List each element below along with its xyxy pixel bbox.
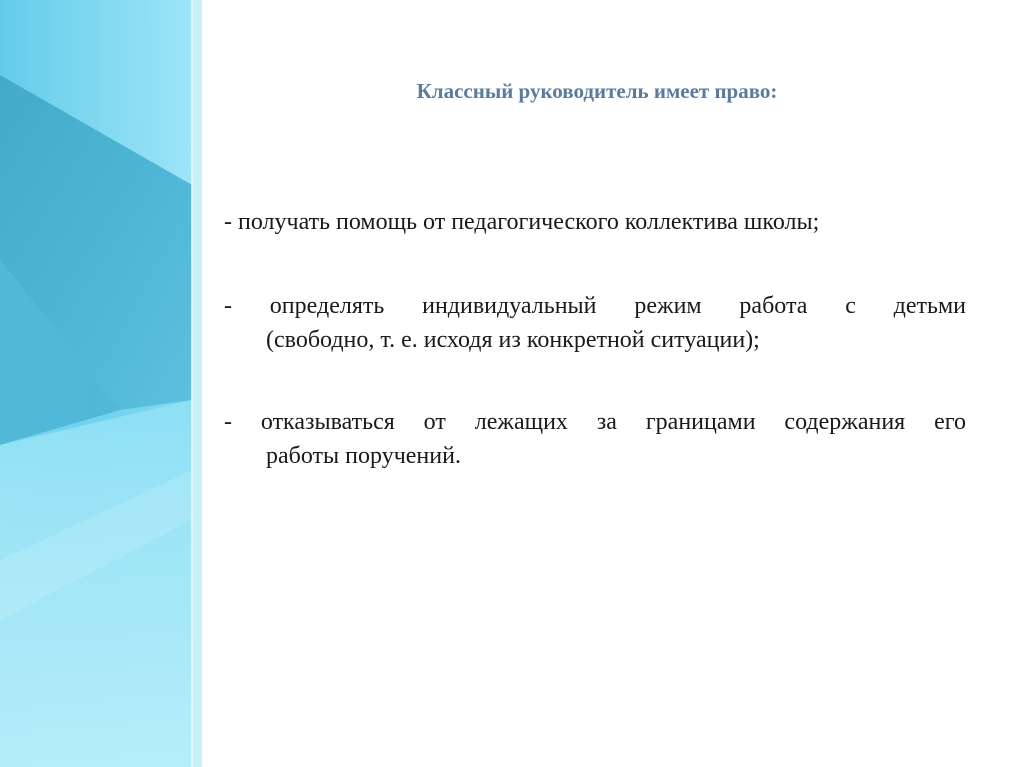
slide-title: Классный руководитель имеет право: [416, 79, 778, 103]
decorative-side-panel [0, 0, 202, 767]
list-item-2-line-1: - определять индивидуальный режим работа с детьми [224, 293, 966, 319]
list-item-1-text: - получать помощь от педагогического коллектива школы; [224, 209, 820, 235]
list-item-2 [224, 289, 966, 357]
list-item-3-line-2: работы поручений. [266, 443, 461, 469]
list-item-3-line-1: - отказываться от лежащих за границами содержания его [224, 409, 966, 435]
list-item-1 [224, 205, 966, 239]
list-item-3 [224, 405, 966, 473]
slide-content [202, 0, 1024, 767]
abstract-background-graphic [0, 0, 202, 767]
list-item-2-line-2: (свободно, т. е. исходя из конкретной ситуации); [266, 327, 760, 353]
